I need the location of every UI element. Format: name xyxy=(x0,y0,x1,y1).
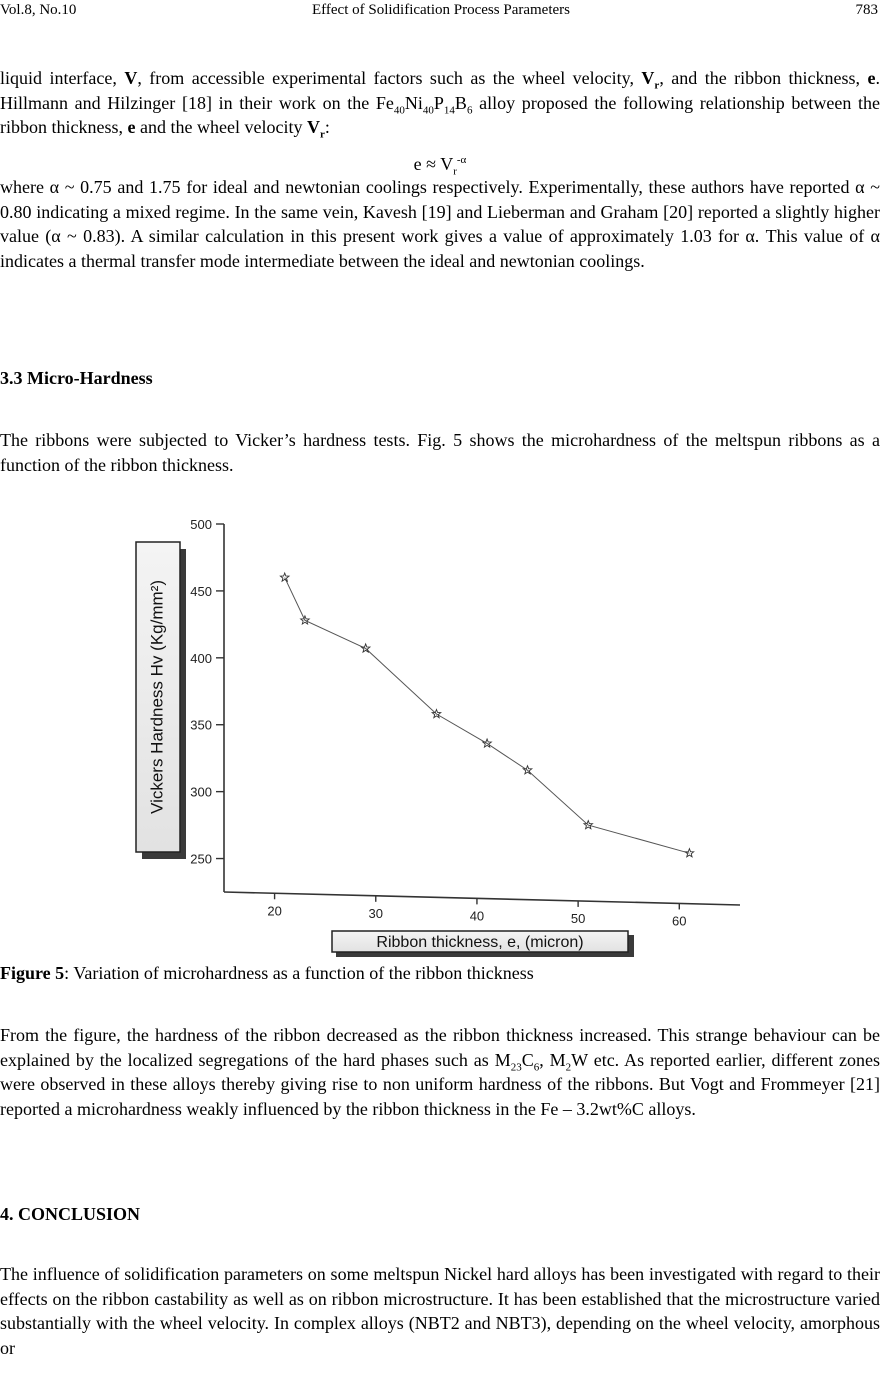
section-heading-micro-hardness: 3.3 Micro-Hardness xyxy=(0,368,153,388)
data-point-star xyxy=(280,573,289,581)
x-axis-label: Ribbon thickness, e, (micron) xyxy=(376,934,584,951)
hardness-chart xyxy=(130,508,750,958)
running-head xyxy=(0,0,882,24)
x-tick-label: 40 xyxy=(469,908,485,924)
y-tick-label: 250 xyxy=(190,851,212,867)
x-tick-label: 20 xyxy=(267,903,282,919)
running-title: Effect of Solidification Process Parameters xyxy=(312,2,570,18)
y-tick-label: 400 xyxy=(190,650,212,666)
y-tick-label: 350 xyxy=(190,717,212,733)
paragraph-discussion: From the figure, the hardness of the ribbon decreased as the ribbon thickness increased. This strange behaviour can be explained by the localized segregations of the hard phases such as $M_{23}C_6$, $M_2W$ etc. As reported earlier, different zones were observed in these alloys thereby giving rise to non uniform hardness of the ribbons. But Vogt and Frommeyer [21] reported a microhardness weakly influenced by the ribbon thickness in the Fe – 3.2wt%C alloys. xyxy=(0,1025,881,1119)
x-tick-label: 50 xyxy=(570,910,586,926)
series-line xyxy=(285,578,690,854)
paragraph-conclusion: The influence of solidification parameters on some meltspun Nickel hard alloys has been investigated with regard to their effects on the ribbon castability as well as on ribbon microstructure. It has been established that the microstructure varied substantially with the wheel velocity. In complex alloys (NBT2 and NBT3), depending on the wheel velocity, amorphous or xyxy=(0,1264,880,1358)
y-tick-label: 300 xyxy=(190,784,212,800)
figure-caption: Figure 5: Variation of microhardness as a function of the ribbon thickness xyxy=(0,963,534,983)
x-tick-label: 60 xyxy=(672,913,687,929)
paragraph-interface: liquid interface, V, from accessible experimental factors such as the wheel velocity, $V_r$, and the ribbon thickness, e. Hillmann and Hilzinger [18] in their work on the $Fe_{40}Ni_{40}P_{14}B_6$ alloy proposed the following relationship between the ribbon thickness, e and the wheel velocity $V_r$: xyxy=(0,68,880,141)
paragraph-alpha: where α ~ 0.75 and 1.75 for ideal and newtonian coolings respectively. Experimentally, these authors have reported α ~ 0.80 indicating a mixed regime. In the same vein, Kavesh [19] and Lieberman and Graham [20] reported a slightly higher value (α ~ 0.83). A similar calculation in this present work gives a value of approximately 1.03 for α. This value of α indicates a thermal transfer mode intermediate between the ideal and newtonian coolings. xyxy=(0,177,880,271)
x-tick-label: 30 xyxy=(368,905,383,921)
section-heading-conclusion: 4. CONCLUSION xyxy=(0,1204,141,1224)
y-tick-label: 450 xyxy=(190,583,212,599)
x-axis-line xyxy=(224,892,740,905)
data-markers xyxy=(280,573,693,857)
x-ticks xyxy=(267,893,686,928)
y-ticks xyxy=(190,517,224,867)
y-tick-label: 500 xyxy=(190,517,212,532)
figure-5 xyxy=(130,508,750,958)
equation-thickness-velocity: $e \approx V_r^{-\alpha}$ xyxy=(413,154,467,178)
journal-volume: Vol.8, No.10 xyxy=(0,2,77,18)
y-axis-label: Vickers Hardness Hv (Kg/mm²) xyxy=(147,580,167,814)
page-number: 783 xyxy=(855,2,878,18)
paragraph-hardness-tests: The ribbons were subjected to Vicker’s hardness tests. Fig. 5 shows the microhardness of the meltspun ribbons as a function of the ribbon thickness. xyxy=(0,430,880,475)
